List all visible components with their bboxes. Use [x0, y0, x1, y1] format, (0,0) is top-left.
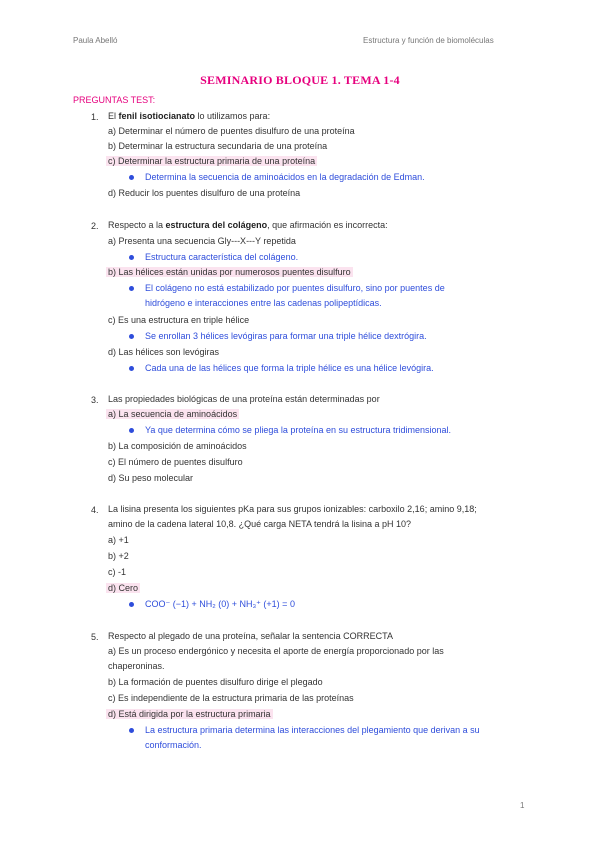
question-stem: Las propiedades biológicas de una proteína están determinadas por — [108, 394, 380, 404]
bullet-icon — [129, 175, 134, 180]
page-title: SEMINARIO BLOQUE 1. TEMA 1-4 — [200, 73, 400, 87]
bullet-icon — [129, 602, 134, 607]
option-a: chaperoninas. — [108, 661, 165, 671]
answer-note: La estructura primaria determina las interacciones del plegamiento que derivan a su — [145, 725, 480, 735]
answer-note: Estructura característica del colágeno. — [145, 252, 299, 262]
question-number: 1. — [91, 112, 99, 122]
question-stem: El fenil isotiocianato lo utilizamos para: — [108, 111, 271, 121]
option-b-correct: b) Las hélices están unidas por numerosos puentes disulfuro — [108, 267, 351, 277]
question-stem: Respecto a la estructura del colágeno, que afirmación es incorrecta: — [108, 220, 388, 230]
page-number: 1 — [520, 801, 525, 810]
question-number: 3. — [91, 395, 99, 405]
bullet-icon — [129, 334, 134, 339]
section-label: PREGUNTAS TEST: — [73, 95, 156, 105]
bullet-icon — [129, 428, 134, 433]
option-d: d) Reducir los puentes disulfuro de una proteína — [108, 188, 301, 198]
option-c-correct: c) Determinar la estructura primaria de una proteína — [108, 156, 316, 166]
option-d: d) Las hélices son levógiras — [108, 347, 220, 357]
answer-note: hidrógeno e interacciones entre las cadenas polipeptídicas. — [145, 298, 382, 308]
option-b: b) La composición de aminoácidos — [108, 441, 247, 451]
bullet-icon — [129, 728, 134, 733]
header-subject: Estructura y función de biomoléculas — [363, 36, 494, 45]
question-stem: La lisina presenta los siguientes pKa para sus grupos ionizables: carboxilo 2,16; amino 9,18; — [108, 504, 477, 514]
question-stem: amino de la cadena lateral 10,8. ¿Qué carga NETA tendrá la lisina a pH 10? — [108, 519, 412, 529]
answer-note: Se enrollan 3 hélices levógiras para formar una triple hélice dextrógira. — [145, 331, 427, 341]
answer-note: Ya que determina cómo se pliega la proteína en su estructura tridimensional. — [145, 425, 452, 435]
option-d-correct: d) Cero — [108, 583, 139, 593]
option-b: b) La formación de puentes disulfuro dirige el plegado — [108, 677, 323, 687]
option-a: a) Determinar el número de puentes disulfuro de una proteína — [108, 126, 355, 136]
bullet-icon — [129, 286, 134, 291]
option-d-correct: d) Está dirigida por la estructura primaria — [108, 709, 271, 719]
option-a: a) Es un proceso endergónico y necesita el aporte de energía proporcionado por las — [108, 646, 444, 656]
question-number: 5. — [91, 632, 99, 642]
answer-note: conformación. — [145, 740, 202, 750]
option-c: c) El número de puentes disulfuro — [108, 457, 243, 467]
answer-note: Cada una de las hélices que forma la triple hélice es una hélice levógira. — [145, 363, 434, 373]
option-b: b) +2 — [108, 551, 129, 561]
question-stem: Respecto al plegado de una proteína, señalar la sentencia CORRECTA — [108, 631, 393, 641]
option-a: a) Presenta una secuencia Gly---X---Y repetida — [108, 236, 296, 246]
option-c: c) -1 — [108, 567, 126, 577]
option-a-correct: a) La secuencia de aminoácidos — [108, 409, 238, 419]
question-number: 2. — [91, 221, 99, 231]
bullet-icon — [129, 255, 134, 260]
answer-note: COO⁻ (−1) + NH₂ (0) + NH₃⁺ (+1) = 0 — [145, 599, 295, 609]
option-c: c) Es una estructura en triple hélice — [108, 315, 250, 325]
answer-note: El colágeno no está estabilizado por puentes disulfuro, sino por puentes de — [145, 283, 445, 293]
question-number: 4. — [91, 505, 99, 515]
option-a: a) +1 — [108, 535, 129, 545]
option-b: b) Determinar la estructura secundaria de una proteína — [108, 141, 328, 151]
answer-note: Determina la secuencia de aminoácidos en la degradación de Edman. — [145, 172, 425, 182]
option-d: d) Su peso molecular — [108, 473, 194, 483]
bullet-icon — [129, 366, 134, 371]
header-author: Paula Abelló — [73, 36, 118, 45]
option-c: c) Es independiente de la estructura primaria de las proteínas — [108, 693, 354, 703]
